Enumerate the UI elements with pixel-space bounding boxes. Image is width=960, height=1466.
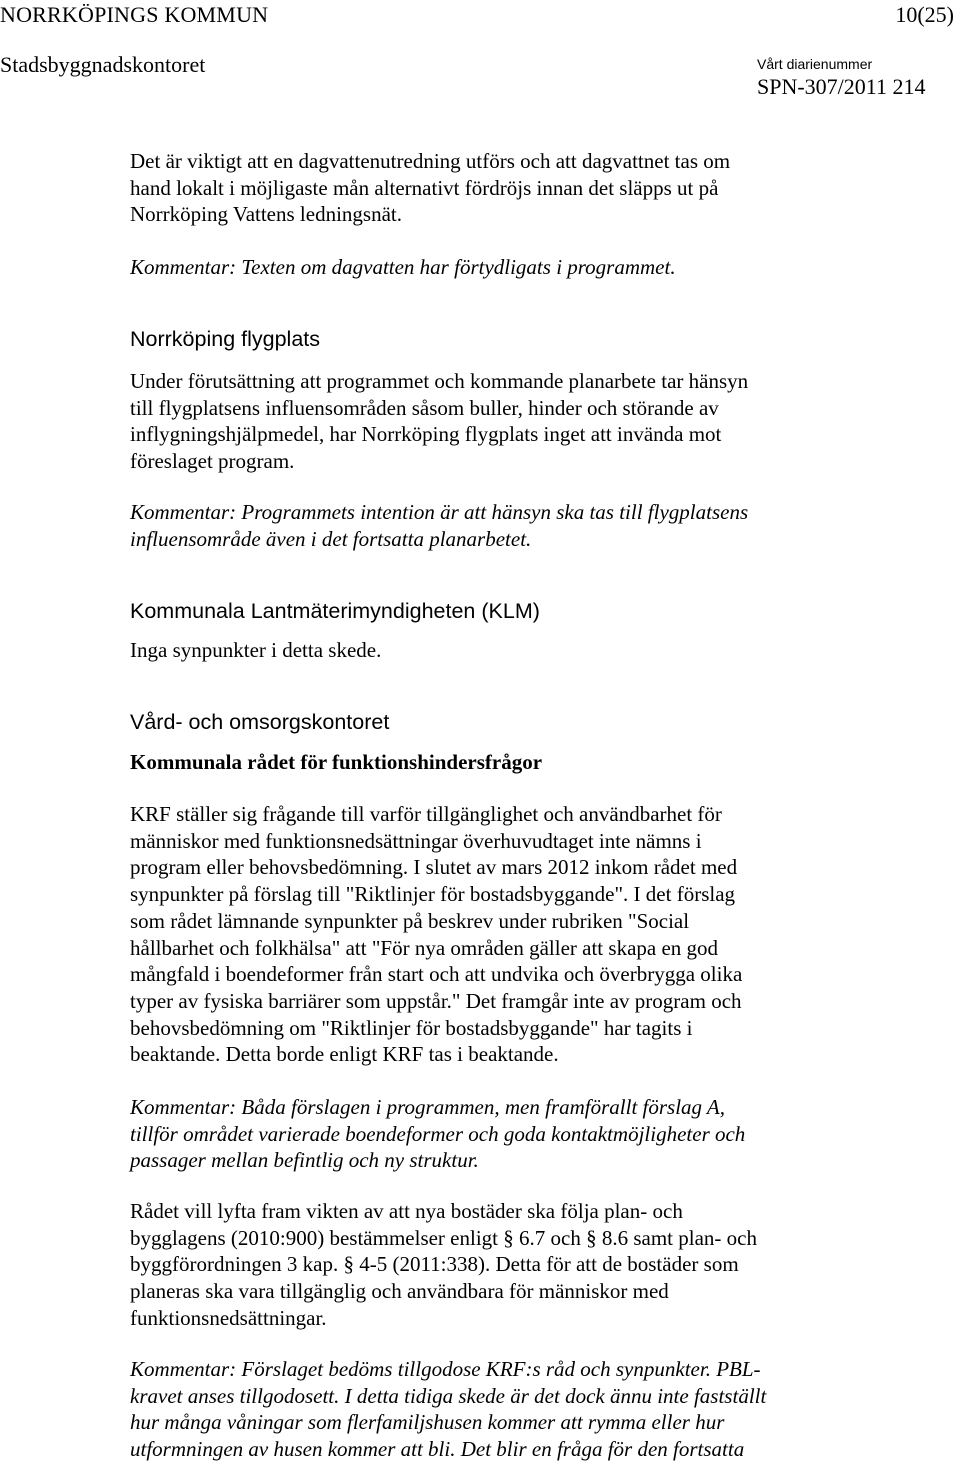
- text-line: Inga synpunkter i detta skede.: [130, 638, 382, 662]
- flygplats-heading: Norrköping flygplats: [130, 327, 321, 351]
- department-name: Stadsbyggnadskontoret: [0, 52, 206, 77]
- flygplats-paragraph: [130, 368, 930, 475]
- text-line: hand lokalt i möjligaste mån alternativt fördröjs innan det släpps ut på: [130, 175, 719, 200]
- text-line: behovsbedömning om "Riktlinjer för bostadsbyggande" har tagits i: [130, 1015, 693, 1040]
- reference-number: SPN-307/2011 214: [757, 74, 926, 99]
- comment-line: passager mellan befintlig och ny struktur.: [130, 1148, 479, 1173]
- text-line: typer av fysiska barriärer som uppstår." Det framgår inte av program och: [130, 988, 742, 1013]
- text-line: Rådet vill lyfta fram vikten av att nya bostäder ska följa plan- och: [130, 1199, 683, 1223]
- text-line: som rådet lämnande synpunkter på beskrev under rubriken "Social: [130, 908, 690, 933]
- text-line: byggförordningen 3 kap. § 4-5 (2011:338). Detta för att de bostäder som: [130, 1252, 739, 1277]
- text-line: planeras ska vara tillgänglig och användbara för människor med: [130, 1279, 669, 1304]
- text-line: till flygplatsens influensområden såsom buller, hinder och störande av: [130, 395, 719, 420]
- text-line: inflygningshjälpmedel, har Norrköping flygplats inget att invända mot: [130, 422, 722, 447]
- krf-heading: Kommunala rådet för funktionshindersfrågor: [130, 750, 543, 774]
- comment-line: Kommentar: Texten om dagvatten har förtydligats i programmet.: [130, 255, 676, 279]
- dagvatten-paragraph: [130, 148, 930, 228]
- comment-line: hur många våningar som flerfamiljshusen kommer att rymma eller hur: [130, 1410, 725, 1435]
- text-line: bygglagens (2010:900) bestämmelser enligt § 6.7 och § 8.6 samt plan- och: [130, 1225, 757, 1250]
- comment-line: Kommentar: Programmets intention är att hänsyn ska tas till flygplatsens: [130, 500, 749, 524]
- krf-paragraph: [130, 801, 930, 1068]
- radet-comment: [130, 1356, 930, 1463]
- comment-line: tillför området varierade boendeformer och goda kontaktmöjligheter och: [130, 1121, 746, 1146]
- comment-line: Kommentar: Förslaget bedöms tillgodose KRF:s råd och synpunkter. PBL-: [130, 1357, 761, 1381]
- krf-comment: [130, 1094, 930, 1174]
- comment-line: utformningen av husen kommer att bli. Det blir en fråga för den fortsatta: [130, 1437, 745, 1462]
- page-number: 10(25): [895, 2, 954, 27]
- dagvatten-comment: [130, 254, 930, 281]
- klm-paragraph: [130, 637, 930, 664]
- text-line: Norrköping Vattens ledningsnät.: [130, 202, 402, 227]
- comment-line: Kommentar: Båda förslagen i programmen, men framförallt förslag A,: [130, 1095, 726, 1119]
- text-line: Under förutsättning att programmet och kommande planarbete tar hänsyn: [130, 369, 749, 393]
- text-line: människor med funktionsnedsättningar överhuvudtaget inte nämns i: [130, 828, 702, 853]
- reference-label: Vårt diarienummer: [757, 56, 873, 72]
- text-line: funktionsnedsättningar.: [130, 1305, 327, 1330]
- text-line: hållbarhet och folkhälsa" att "För nya områden gäller att skapa en god: [130, 935, 719, 960]
- radet-paragraph: [130, 1198, 930, 1332]
- organization-name: NORRKÖPINGS KOMMUN: [0, 2, 269, 27]
- text-line: föreslaget program.: [130, 449, 295, 474]
- vard-heading: Vård- och omsorgskontoret: [130, 710, 390, 734]
- flygplats-comment: [130, 499, 930, 552]
- text-line: synpunkter på förslag till "Riktlinjer för bostadsbyggande". I det förslag: [130, 882, 736, 907]
- text-line: program eller behovsbedömning. I slutet av mars 2012 inkom rådet med: [130, 855, 738, 880]
- klm-heading: Kommunala Lantmäterimyndigheten (KLM): [130, 599, 540, 623]
- text-line: Det är viktigt att en dagvattenutredning utförs och att dagvattnet tas om: [130, 149, 731, 173]
- text-line: beaktande. Detta borde enligt KRF tas i beaktande.: [130, 1042, 559, 1067]
- text-line: KRF ställer sig frågande till varför tillgänglighet och användbarhet för: [130, 802, 722, 826]
- text-line: mångfald i boendeformer från start och att undvika och överbrygga olika: [130, 962, 743, 987]
- comment-line: influensområde även i det fortsatta planarbetet.: [130, 526, 532, 551]
- comment-line: kravet anses tillgodosett. I detta tidiga skede är det dock ännu inte fastställt: [130, 1383, 767, 1408]
